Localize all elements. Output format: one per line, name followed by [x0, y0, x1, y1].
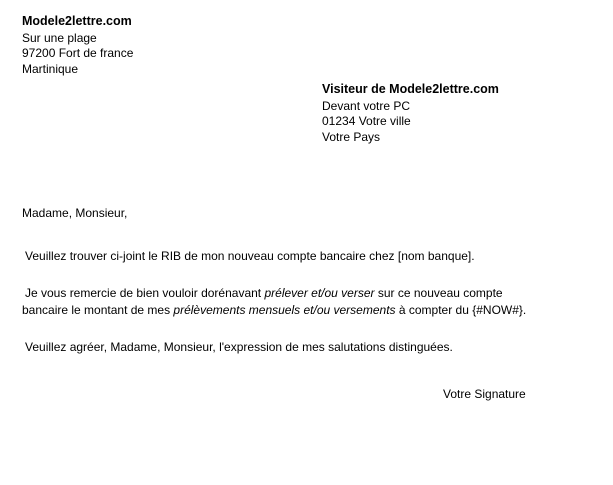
signature-line: Votre Signature [443, 387, 526, 401]
paragraph-2-part-3: à compter du {#NOW#}. [395, 303, 527, 317]
body-paragraph-3: Veuillez agréer, Madame, Monsieur, l'expression de mes salutations distinguées. [25, 340, 453, 354]
paragraph-2-part-2: sur ce nouveau compte bancaire le montant de mes [22, 286, 503, 317]
recipient-name: Visiteur de Modele2lettre.com [322, 82, 499, 96]
recipient-address-line-3: Votre Pays [322, 129, 381, 144]
paragraph-2-part-1: Je vous remercie de bien vouloir dorénavant [25, 286, 265, 300]
letter-body [22, 205, 542, 356]
body-paragraph-2 [22, 285, 542, 319]
body-paragraph-1: Veuillez trouver ci-joint le RIB de mon nouveau compte bancaire chez [nom banque]. [25, 249, 475, 263]
recipient-address-line-2: 01234 Votre ville [322, 114, 411, 128]
sender-address-line-3: Martinique [22, 61, 79, 76]
sender-address-line-1: Sur une plage [22, 30, 97, 45]
recipient-address-line-1: Devant votre PC [322, 98, 411, 113]
salutation: Madame, Monsieur, [22, 206, 128, 220]
sender-name: Modele2lettre.com [22, 14, 132, 28]
paragraph-2-emphasis-2: prélèvements mensuels et/ou versements [173, 303, 396, 317]
sender-address-line-2: 97200 Fort de france [22, 46, 134, 60]
sender-address-block [22, 14, 133, 77]
recipient-address-block [322, 82, 499, 145]
paragraph-2-emphasis-1: prélever et/ou verser [264, 286, 375, 300]
